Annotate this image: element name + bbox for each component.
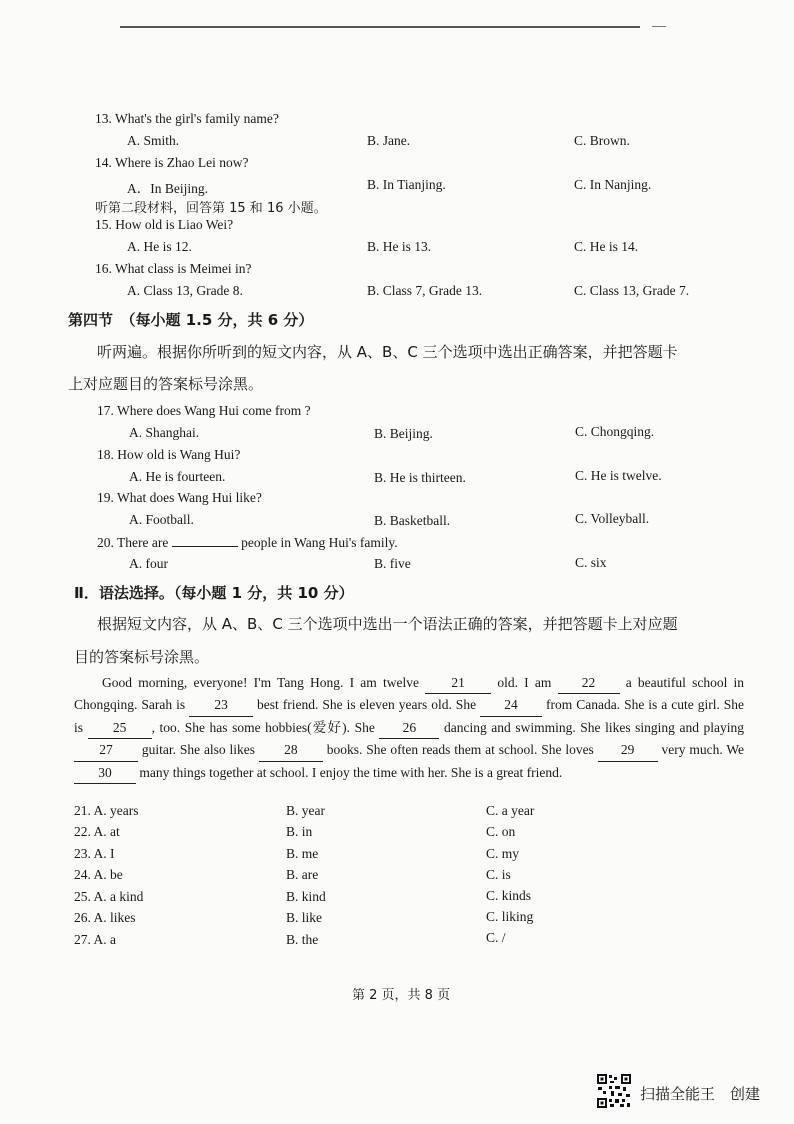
question-19: 19. What does Wang Hui like? [97,490,262,505]
section4-heading: 第四节 （每小题 1.5 分，共 6 分） [68,311,314,329]
q26-option-c: C. liking [486,909,534,924]
q13-option-a: A. Smith. [127,133,180,148]
q13-option-b: B. Jane. [367,133,411,148]
qr-code-icon [596,1073,632,1109]
q19-option-c: C. Volleyball. [575,511,650,526]
q16-option-c: C. Class 13, Grade 7. [574,283,690,298]
q27-option-c: C. / [486,930,506,945]
q23-option-a: 23. A. I [74,846,115,861]
passage-segment: old. I am [497,675,552,690]
q13-option-c: C. Brown. [574,133,630,148]
q26-option-b: B. like [286,910,322,925]
blank-27: 27 [74,739,138,761]
top-rule-fragment [652,26,666,27]
blank-22: 22 [558,672,620,694]
q21-option-c: C. a year [486,803,535,818]
blank-23: 23 [189,694,253,716]
blank-26: 26 [379,717,439,739]
top-rule [120,26,640,28]
q23-option-b: B. me [286,846,319,861]
q20-option-b: B. five [374,556,411,571]
q19-option-a: A. Football. [129,512,194,527]
q24-option-a: 24. A. be [74,867,123,882]
q20-text-after: people in Wang Hui's family. [241,535,398,550]
question-14: 14. Where is Zhao Lei now? [95,155,249,170]
q26-option-a: 26. A. likes [74,910,136,925]
q22-option-a: 22. A. at [74,824,120,839]
q17-option-b: B. Beijing. [374,426,433,441]
q22-option-c: C. on [486,824,516,839]
q15-option-a: A. He is 12. [127,239,192,254]
question-17: 17. Where does Wang Hui come from ? [97,403,311,418]
passage-segment: , too. She has some hobbies(爱好). She [151,719,375,735]
section2-heading: Ⅱ．语法选择。（每小题 1 分，共 10 分） [74,584,354,602]
q15-option-b: B. He is 13. [367,239,432,254]
q16-option-b: B. Class 7, Grade 13. [367,283,483,298]
q20-option-c: C. six [575,555,607,570]
q21-option-b: B. year [286,803,325,818]
q17-option-c: C. Chongqing. [575,424,655,439]
q17-option-a: A. Shanghai. [129,425,200,440]
q15-option-c: C. He is 14. [574,239,639,254]
q27-option-b: B. the [286,932,319,947]
q24-option-c: C. is [486,867,511,882]
passage-segment: books. She often reads them at school. She loves [326,742,594,758]
blank-29: 29 [598,739,658,761]
passage-segment: best friend. She is eleven years old. She [257,697,477,713]
q16-option-a: A. Class 13, Grade 8. [127,283,243,298]
q25-option-c: C. kinds [486,888,532,903]
passage-segment: guitar. She also likes [141,742,256,758]
passage-segment: very much. We [661,742,745,758]
question-15: 15. How old is Liao Wei? [95,217,234,232]
blank-25: 25 [88,717,152,739]
question-16: 16. What class is Meimei in? [95,261,252,276]
q24-option-b: B. are [286,867,319,882]
section4-instruction-1: 听两遍。根据你所听到的短文内容，从 A、B、C 三个选项中选出正确答案，并把答题卡 [97,343,678,361]
q14-option-a: A．In Beijing. [127,181,208,196]
q22-option-b: B. in [286,824,313,839]
listening-note: 听第二段材料，回答第 15 和 16 小题。 [95,201,327,216]
blank-28: 28 [259,739,323,761]
blank-21: 21 [425,672,491,694]
section2-instruction-2: 目的答案标号涂黑。 [74,648,210,666]
q20-text-before: 20. There are [97,535,169,550]
section4-instruction-2: 上对应题目的答案标号涂黑。 [68,375,264,393]
q25-option-a: 25. A. a kind [74,889,144,904]
q27-option-a: 27. A. a [74,932,116,947]
q19-option-b: B. Basketball. [374,513,451,528]
blank-24: 24 [480,694,542,716]
passage-segment: a beautiful school in Chongqing. Sarah is [74,675,745,713]
q14-option-b: B. In Tianjing. [367,177,446,192]
q21-option-a: 21. A. years [74,803,139,818]
passage-segment: Good morning, everyone! I'm Tang Hong. I am twelve [102,675,419,690]
q18-option-a: A. He is fourteen. [129,469,226,484]
passage-segment: from Canada. She is a cute girl. She is [74,697,745,735]
q18-option-c: C. He is twelve. [575,468,662,483]
page-number: 第 2 页，共 8 页 [352,988,451,1003]
section2-instruction-1: 根据短文内容，从 A、B、C 三个选项中选出一个语法正确的答案，并把答题卡上对应题 [97,615,678,633]
passage-segment: dancing and swimming. She likes singing and playing [443,719,744,735]
question-20 [97,534,398,551]
q14-option-c: C. In Nanjing. [574,177,652,192]
question-18: 18. How old is Wang Hui? [97,447,241,462]
cloze-passage [74,672,744,784]
passage-segment: many things together at school. I enjoy the time with her. She is a great friend. [139,764,563,780]
scanner-watermark: 扫描全能王 创建 [640,1085,761,1103]
q20-blank [172,534,238,547]
q23-option-c: C. my [486,846,520,861]
q25-option-b: B. kind [286,889,326,904]
blank-30: 30 [74,762,136,784]
question-13: 13. What's the girl's family name? [95,111,279,126]
q20-option-a: A. four [129,556,168,571]
q18-option-b: B. He is thirteen. [374,470,466,485]
